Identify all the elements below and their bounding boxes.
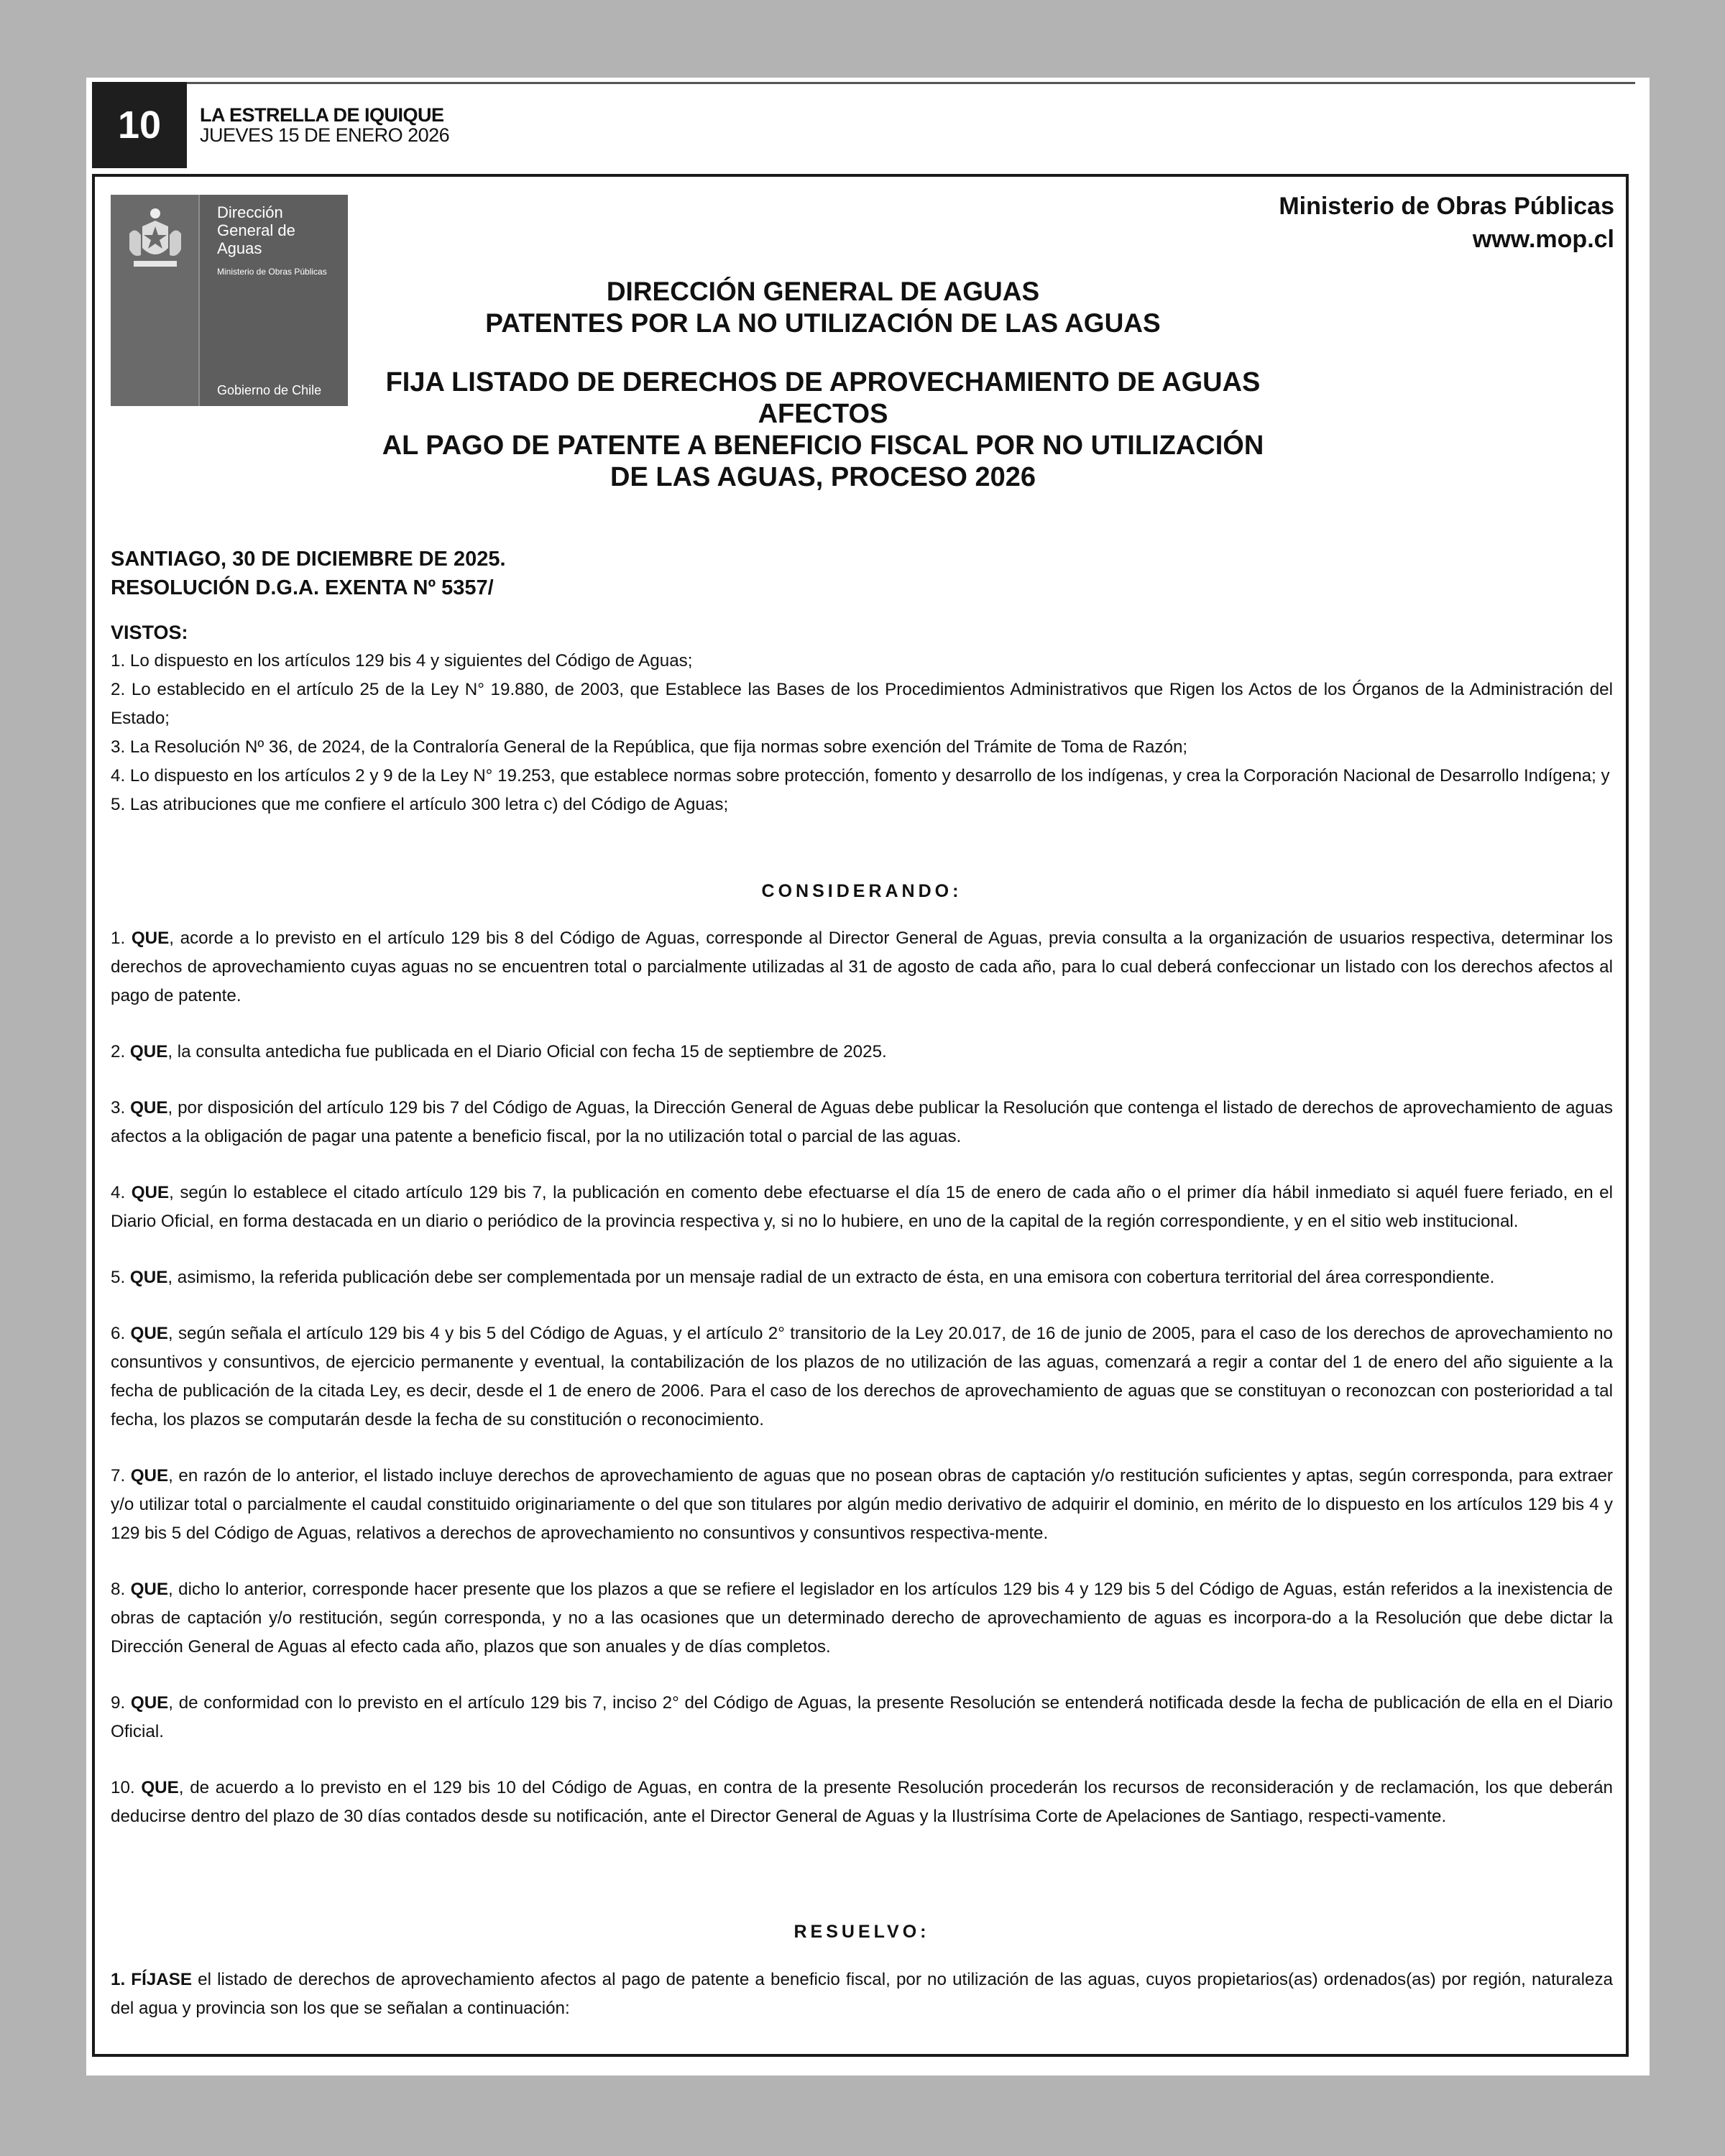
ministry-block	[1279, 190, 1614, 256]
masthead	[200, 105, 449, 145]
vistos-item: 2. Lo establecido en el artículo 25 de la Ley N° 19.880, de 2003, que Establece las Bases de los Procedimientos Administrativos que Rigen los Actos de los Órganos de la Administración del Estado;	[111, 680, 1613, 728]
considerando-item: 2. QUE, la consulta antedicha fue publicada en el Diario Oficial con fecha 15 de septiembre de 2025.	[111, 1042, 887, 1061]
vistos-item: 3. La Resolución Nº 36, de 2024, de la Contraloría General de la República, que fija normas sobre exención del Trámite de Toma de Razón;	[111, 737, 1188, 757]
considerando-item: 1. QUE, acorde a lo previsto en el artículo 129 bis 8 del Código de Aguas, corresponde al Director General de Aguas, previa consulta a la organización de usuarios respectiva, determinar los derechos de aprovechamiento cuyas aguas no se encuentren total o parcialmente utilizadas al 31 de agosto de cada año, para lo cual deberá confeccionar un listado con los derechos afectos al pago de patente.	[111, 929, 1613, 1005]
resolution-title-line: AL PAGO DE PATENTE A BENEFICIO FISCAL POR NO UTILIZACIÓN	[382, 430, 1264, 461]
considerando-item: 9. QUE, de conformidad con lo previsto en el artículo 129 bis 7, inciso 2° del Código de Aguas, la presente Resolución se entenderá notificada desde la fecha de publicación de ella en el Diario Oficial.	[111, 1693, 1613, 1741]
newspaper-date: JUEVES 15 DE ENERO 2026	[200, 124, 450, 146]
resuelvo-text: el listado de derechos de aprovechamiento afectos al pago de patente a beneficio fiscal, por no utilización de las aguas, cuyos propietarios(as) ordenados(as) por región, naturaleza del agua y provincia son los que se señalan a continuación:	[111, 1970, 1613, 2018]
resuelvo-title: RESUELVO:	[794, 1922, 930, 1942]
logo-ministry: Ministerio de Obras Públicas	[217, 267, 327, 277]
vistos-item: 1. Lo dispuesto en los artículos 129 bis 4 y siguientes del Código de Aguas;	[111, 651, 693, 671]
considerando-item: 7. QUE, en razón de lo anterior, el listado incluye derechos de aprovechamiento de aguas que no posean obras de captación y/o restitución suficientes y aptas, según corresponda, para extraer y/o utilizar total o parcialmente el caudal constituido originariamente o del que son titulares por algún medio derivativo de adquirir el dominio, en mérito de lo dispuesto en los artículos 129 bis 4 y 129 bis 5 del Código de Aguas, relativos a derechos de aprovechamiento no consuntivos y consuntivos respectiva-mente.	[111, 1466, 1613, 1543]
coat-of-arms-icon	[124, 205, 187, 291]
vistos-item: 5. Las atribuciones que me confiere el artículo 300 letra c) del Código de Aguas;	[111, 795, 729, 814]
resolution-title-line: DE LAS AGUAS, PROCESO 2026	[610, 462, 1036, 492]
logo-government: Gobierno de Chile	[217, 383, 322, 397]
considerando-item: 8. QUE, dicho lo anterior, corresponde hacer presente que los plazos a que se refiere el legislador en los artículos 129 bis 4 y 129 bis 5 del Código de Aguas, están referidos a la inexistencia de obras de captación y/o restitución, según corresponda, y no a las ocasiones que un determinado derecho de aprovechamiento de aguas es incorpora-do a la Resolución que debe dictar la Dirección General de Aguas al efecto cada año, plazos que son anuales y de días completos.	[111, 1580, 1613, 1657]
resolution-title	[345, 367, 1301, 493]
vistos-title: VISTOS:	[111, 622, 188, 643]
considerando-item: 10. QUE, de acuerdo a lo previsto en el 129 bis 10 del Código de Aguas, en contra de la presente Resolución procederán los recursos de reconsideración y de reclamación, los que deberán deducirse dentro del plazo de 30 días contados desde su notificación, ante el Director General de Aguas y la Ilustrísima Corte de Apelaciones de Santiago, respecti-vamente.	[111, 1778, 1613, 1826]
ministry-name: Ministerio de Obras Públicas	[1279, 193, 1614, 220]
resolution-meta	[111, 545, 506, 602]
header-rule	[180, 82, 1635, 84]
resuelvo-section	[111, 1966, 1613, 2023]
dga-title-line: DIRECCIÓN GENERAL DE AGUAS	[606, 277, 1040, 306]
dga-title-line: PATENTES POR LA NO UTILIZACIÓN DE LAS AGUAS	[485, 308, 1161, 338]
resolution-title-line: FIJA LISTADO DE DERECHOS DE APROVECHAMIENTO DE AGUAS AFECTOS	[385, 367, 1261, 429]
considerando-title: CONSIDERANDO:	[761, 881, 962, 901]
dga-title	[345, 276, 1301, 339]
considerando-item: 6. QUE, según señala el artículo 129 bis 4 y bis 5 del Código de Aguas, y el artículo 2° transitorio de la Ley 20.017, de 16 de junio de 2005, para el caso de los derechos de aprovechamiento no consuntivos y consuntivos, de ejercicio permanente y eventual, la contabilización de los plazos de no utilización de las aguas, comenzará a regir a contar del 1 de enero del año siguiente a la fecha de publicación de la citada Ley, es decir, desde el 1 de enero de 2006. Para el caso de los derechos de aprovechamiento de aguas que se constituyan o reconozcan con posterioridad a tal fecha, los plazos se computarán desde la fecha de su constitución o reconocimiento.	[111, 1324, 1613, 1429]
considerando-item: 3. QUE, por disposición del artículo 129 bis 7 del Código de Aguas, la Dirección General de Aguas debe publicar la Resolución que contenga el listado de derechos de aprovechamiento de aguas afectos a la obligación de pagar una patente a beneficio fiscal, por la no utilización total o parcial de las aguas.	[111, 1098, 1613, 1146]
page-number: 10	[92, 82, 187, 168]
considerando-item: 4. QUE, según lo establece el citado artículo 129 bis 7, la publicación en comento debe efectuarse el día 15 de enero de cada año o el primer día hábil inmediato si aquél fuere feriado, en el Diario Oficial, en forma destacada en un diario o periódico de la provincia respectiva y, si no lo hubiere, en uno de la capital de la región correspondiente, y en el sitio web institucional.	[111, 1183, 1613, 1231]
ministry-website: www.mop.cl	[1472, 226, 1614, 253]
vistos-section	[111, 618, 1613, 819]
considerando-section	[111, 924, 1613, 1858]
place-date: SANTIAGO, 30 DE DICIEMBRE DE 2025.	[111, 548, 506, 571]
logo-institution: Dirección General de Aguas	[217, 203, 295, 257]
considerando-item: 5. QUE, asimismo, la referida publicación debe ser complementada por un mensaje radial de un extracto de ésta, en una emisora con cobertura territorial del área correspondiente.	[111, 1268, 1495, 1287]
newspaper-name: LA ESTRELLA DE IQUIQUE	[200, 104, 444, 126]
dga-logo	[111, 195, 348, 406]
resolution-number: RESOLUCIÓN D.G.A. EXENTA Nº 5357/	[111, 576, 494, 599]
resuelvo-label: 1. FÍJASE	[111, 1970, 192, 1989]
vistos-item: 4. Lo dispuesto en los artículos 2 y 9 de la Ley N° 19.253, que establece normas sobre protección, fomento y desarrollo de los indígenas, y crea la Corporación Nacional de Desarrollo Indígena; y	[111, 766, 1610, 786]
